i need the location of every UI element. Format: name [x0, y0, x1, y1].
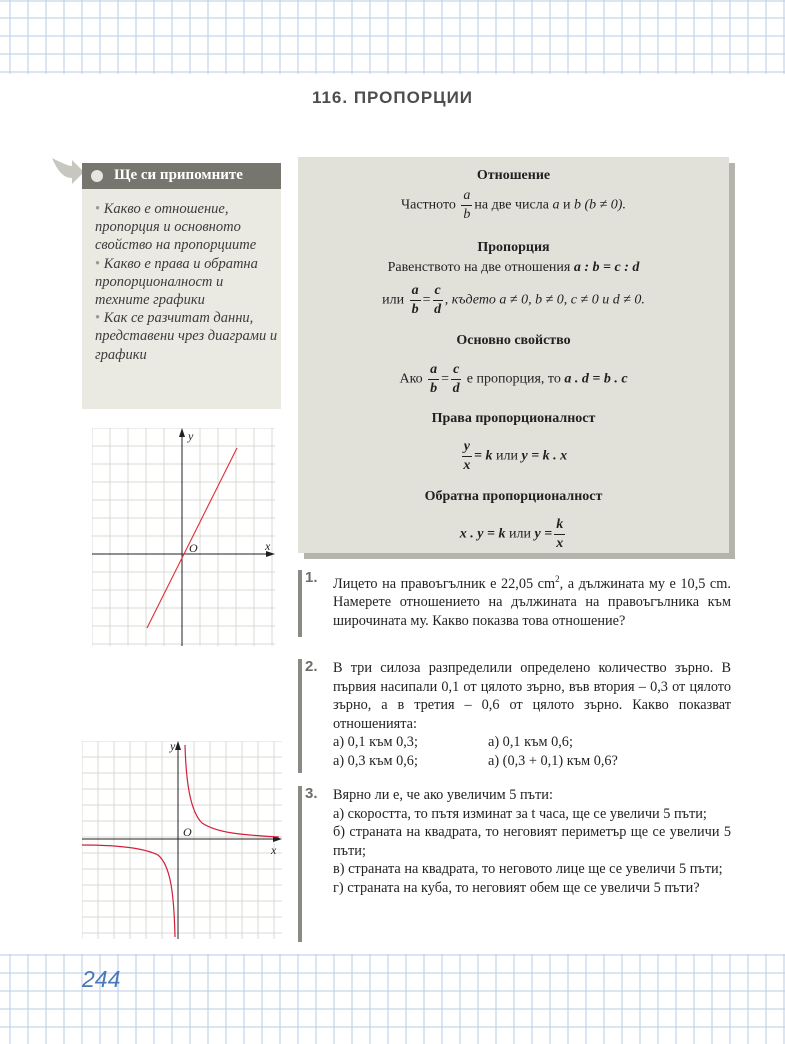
inverse-heading: Обратна пропорционалност [424, 489, 603, 504]
page-number: 244 [82, 966, 121, 992]
task-2-text: В три силоза разпределили определено количество зърно. В първия насипали 0,1 от цялото зърно, във втория – 0,3 от цялото зърно, а в третия – 0,6 от цялото зърно. Какво показват отношенията: а) 0,1 към 0,3; а) 0,1 към 0,6; а) 0,3 към 0,6; а) (0,3 + 0,1) към 0,6? [333, 660, 731, 769]
y-axis-label: y [188, 429, 194, 443]
proportion-text: Равенството на две отношения a : b = c : d [387, 260, 640, 275]
property-text: Ако $\frac{a}{b}$ = $\frac{c}{d}$ е пропорция, то a . d = b . c [399, 362, 628, 396]
relation-heading: Отношение [476, 168, 551, 183]
task-3-item: в) страната на квадрата, то неговото лице ще се увеличи 5 пъти; [333, 861, 723, 877]
hyperbola-branch [185, 745, 279, 837]
inverse-proportion-graph [82, 741, 282, 939]
arrow-icon [50, 152, 86, 188]
bullet-icon [91, 170, 103, 182]
origin-label: O [189, 541, 198, 555]
origin-label: O [183, 825, 192, 839]
direct-proportion-graph [92, 428, 275, 646]
x-axis-label: x [271, 843, 277, 857]
recall-item: • Какво е права и обратна пропорционалност и техните графики [95, 255, 258, 309]
task-marker [298, 659, 302, 773]
task-1-text: Лицето на правоъгълник е 22,05 $cm^2$, а дължината му е 10,5 cm. Намерете отношението на дължината на правоъгълника към широчината му. Какво показва това отношение? [333, 574, 731, 629]
graph-line [147, 448, 237, 628]
y-axis-label: y [170, 741, 176, 753]
task-3-item: г) страната на куба, то неговият обем ще се увеличи 5 пъти? [333, 879, 700, 896]
recall-list [95, 200, 280, 364]
proportion-alt: или $\frac{a}{b}$ = $\frac{c}{d}$ , където a ≠ 0, b ≠ 0, c ≠ 0 и d ≠ 0. [382, 283, 645, 317]
direct-formula: $\frac{y}{x}$ = k или y = k . x [463, 439, 568, 473]
x-axis-label: x [265, 539, 271, 553]
option-row: а) 0,1 към 0,3; а) 0,1 към 0,6; [333, 734, 573, 750]
property-heading: Основно свойство [456, 333, 571, 348]
option-row: а) 0,3 към 0,6; а) (0,3 + 0,1) към 0,6? [333, 752, 618, 769]
hyperbola-branch [82, 845, 175, 937]
task-3-item: б) страната на квадрата, то неговият периметър ще се увеличи 5 пъти; [333, 824, 731, 859]
task-number: 3. [305, 785, 318, 802]
task-3-item: а) скоростта, то пътя изминат за t часа, ще се увеличи 5 пъти; [333, 805, 707, 822]
task-number: 1. [305, 569, 318, 586]
task-marker [298, 786, 302, 942]
task-3-text: Вярно ли е, че ако увеличим 5 пъти: а) скоростта, то пътя изминат за t часа, ще се увеличи 5 пъти; б) страната на квадрата, то неговият периметър ще се увеличи 5 пъти; в) страната на квадрата, то неговото лице ще се увеличи 5 пъти; г) страната на куба, то неговият обем ще се увеличи 5 пъти? [333, 787, 731, 896]
task-marker [298, 570, 302, 637]
recall-item: • Какво е отношение, пропорция и основното свойство на пропорциите [95, 201, 257, 254]
inverse-formula: x . y = k или y = $\frac{k}{x}$ [459, 517, 564, 551]
direct-heading: Права пропорционалност [431, 411, 596, 426]
relation-definition: Частното $\frac{a}{b}$ на две числа a и b (b ≠ 0). [401, 188, 626, 222]
proportion-heading: Пропорция [477, 240, 550, 255]
recall-item: • Как се разчитат данни, представени чрез диаграми и графики [95, 310, 278, 363]
task-number: 2. [305, 658, 318, 675]
recall-heading: Ще си припомните [82, 163, 281, 189]
page-title: 116. ПРОПОРЦИИ [311, 88, 474, 107]
top-grid-decoration [0, 0, 785, 74]
